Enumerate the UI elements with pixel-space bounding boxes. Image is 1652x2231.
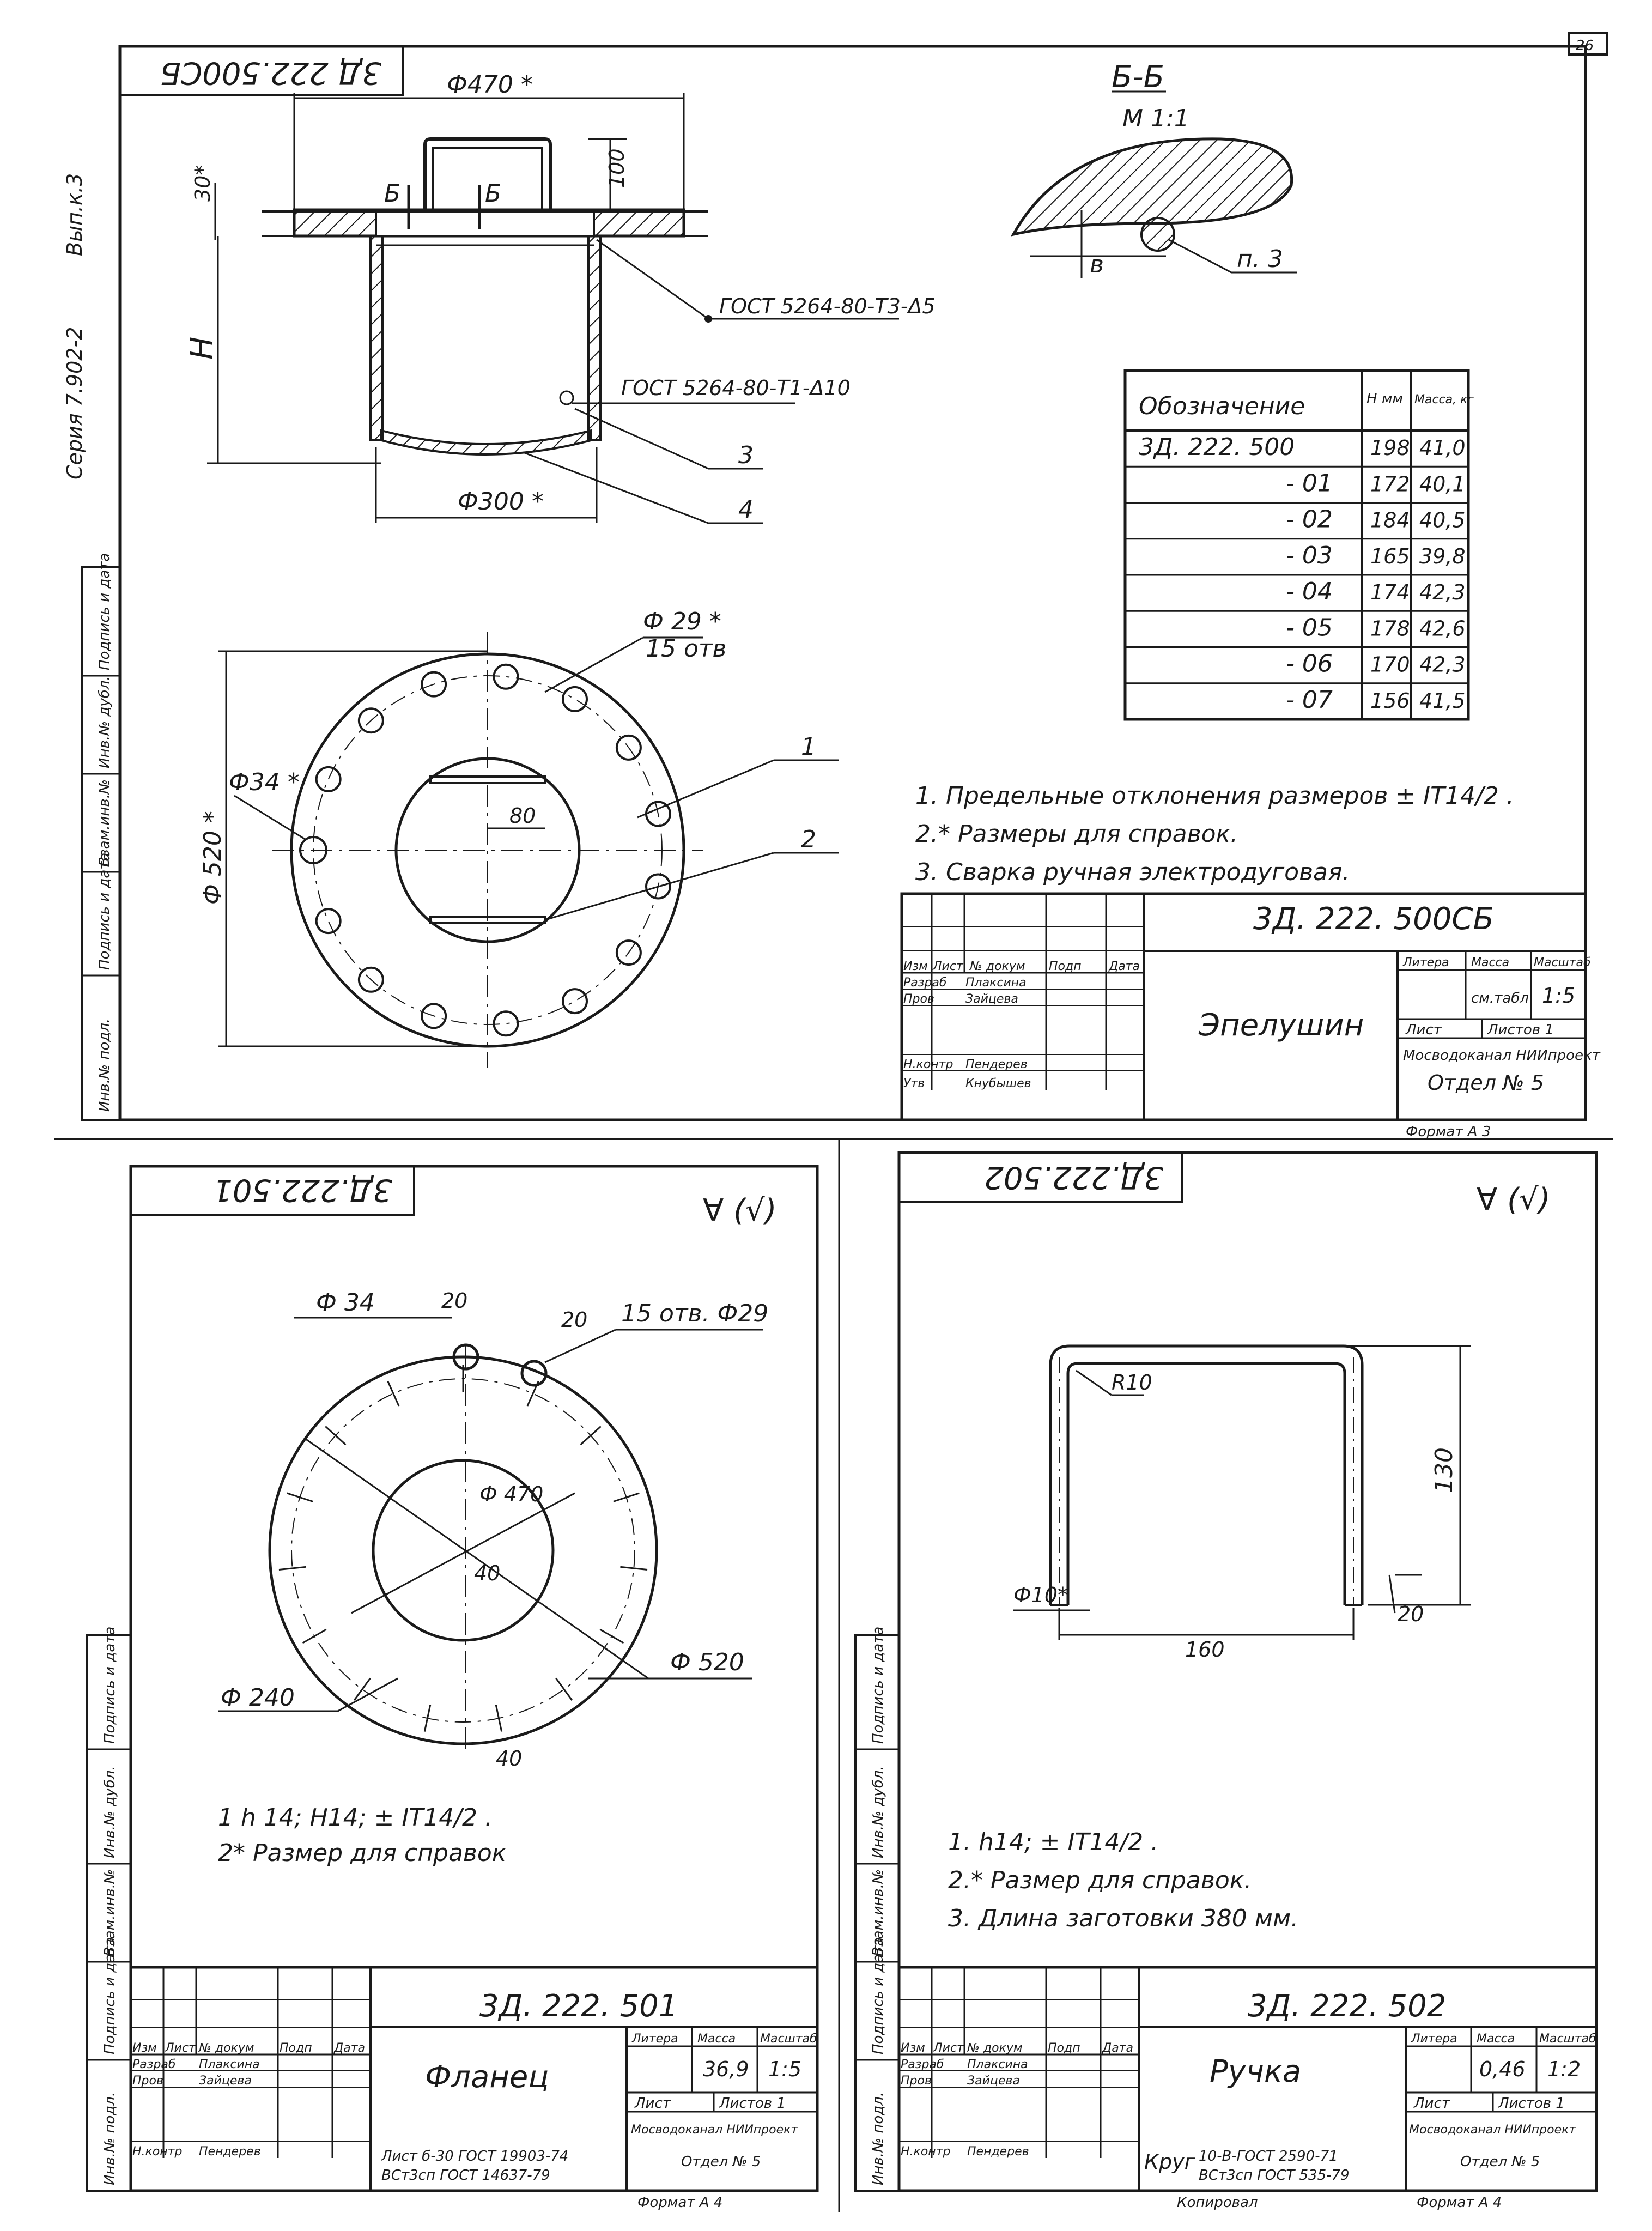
svg-text:Подпись и дата: Подпись и дата [870,1626,886,1744]
flange-note-2: 2* Размер для справок [218,1839,507,1867]
svg-text:Масштаб: Масштаб [1534,956,1591,969]
svg-text:Масса: Масса [697,2032,736,2046]
section-mark-left: Б [384,180,401,208]
svg-text:Подп: Подп [280,2041,312,2055]
svg-text:Масса: Масса [1471,956,1510,969]
hole-center-tick [287,1493,313,1501]
flange-tb-code: 3Д. 222. 501 [479,1988,678,2024]
svg-text:Пендерев: Пендерев [967,2145,1029,2159]
assembly-code-rotated: 3Д 222.500СБ [160,55,381,90]
dim-d470: Ф470 * [447,71,533,99]
variants-table [1125,371,1474,719]
svg-text:Пров: Пров [901,2074,932,2088]
flange-dim-40a: 40 [474,1561,501,1585]
svg-text:Зайцева: Зайцева [965,992,1018,1006]
svg-text:Лист: Лист [1406,1022,1442,1038]
handle-tb-material-1: 10-В-ГОСТ 2590-71 [1199,2148,1338,2165]
svg-text:Плаксина: Плаксина [965,976,1027,990]
svg-text:Взам.инв.№: Взам.инв.№ [96,779,113,866]
svg-text:Подп: Подп [1049,960,1082,973]
svg-text:Листов 1: Листов 1 [1498,2095,1565,2112]
svg-text:Подпись и дата: Подпись и дата [102,1937,118,2054]
svg-text:Зайцева: Зайцева [199,2074,252,2088]
table-cell: - 04 [1286,578,1333,605]
handle-inner-contour [1068,1363,1345,1605]
table-cell: - 02 [1286,505,1333,534]
bolt-hole [317,767,341,791]
svg-text:Лист: Лист [933,960,963,973]
svg-text:Пендерев: Пендерев [965,1058,1028,1071]
section-scale: М 1:1 [1122,105,1189,132]
leader-4: 4 [738,496,754,524]
handle-sheet [855,1153,1596,2211]
table-cell: 41,5 [1419,688,1466,713]
bolt-hole [494,1011,518,1035]
svg-text:Н.контр: Н.контр [901,2145,951,2159]
svg-text:Инв.№ подл.: Инв.№ подл. [102,2091,118,2185]
leader-1: 1 [801,733,816,761]
handle-code-rotated: 3Д.222.502 [984,1160,1163,1195]
bolt-hole [317,909,341,933]
svg-text:№ докум: № докум [199,2041,254,2055]
flange-dim-d34: Ф 34 [316,1289,375,1317]
handle-dim-160: 160 [1185,1638,1225,1662]
handle-dim-d10: Ф10* [1013,1583,1068,1607]
svg-text:Н.контр: Н.контр [903,1058,953,1071]
table-cell: 42,6 [1419,616,1466,641]
handle-dim-R10: R10 [1112,1371,1152,1395]
hole-center-tick [556,1678,572,1700]
svg-text:Инв.№ подл.: Инв.№ подл. [96,1018,113,1112]
flange-title-block [131,1967,817,2211]
svg-text:Литера: Литера [632,2032,678,2046]
table-cell: 172 [1370,472,1410,496]
svg-text:Листов 1: Листов 1 [719,2095,786,2112]
hole-center-tick [388,1381,399,1406]
table-cell: 3Д. 222. 500 [1139,433,1295,461]
table-cell: - 07 [1286,686,1333,714]
assembly-note-3: 3. Сварка ручная электродуговая. [915,858,1350,886]
handle-surface-mark: ∀ (√) [1477,1182,1551,1217]
svg-text:Подпись и дата: Подпись и дата [870,1937,886,2054]
assembly-tb-code: 3Д. 222. 500СБ [1253,901,1494,937]
table-cell: 156 [1370,688,1410,713]
margin-issue: Вып.к.3 [63,173,87,256]
assembly-title-block [902,894,1601,1140]
svg-text:№ докум: № докум [967,2041,1023,2055]
table-cell: 42,3 [1419,580,1466,604]
hole-center-tick [600,1629,623,1643]
table-header-mass: Масса, кг [1414,393,1474,407]
svg-text:Н.контр: Н.контр [132,2145,183,2159]
table-cell: - 03 [1286,541,1333,569]
assembly-plan-view [199,608,839,1068]
hole-center-tick [620,1567,647,1569]
handle-tb-material-0: Круг [1144,2150,1195,2174]
handle-tb-format: Формат А 4 [1417,2194,1502,2211]
svg-text:Разраб: Разраб [903,976,947,990]
table-cell: 174 [1370,580,1410,604]
svg-text:Масштаб: Масштаб [1539,2032,1596,2046]
leader-2: 2 [801,826,816,853]
table-cell: - 06 [1286,650,1333,678]
handle-dim-20: 20 [1398,1602,1424,1626]
handle-note-3: 3. Длина заготовки 380 мм. [948,1905,1299,1932]
flange-dim-20b: 20 [561,1308,588,1332]
dim-d34: Ф34 * [229,768,300,796]
assembly-note-2: 2.* Размеры для справок. [915,820,1238,848]
hole-center-tick [279,1567,306,1569]
handle-note-2: 2.* Размер для справок. [948,1866,1252,1894]
svg-text:Лист: Лист [635,2095,671,2112]
table-cell: - 05 [1286,614,1333,642]
handle-tb-dept: Отдел № 5 [1460,2154,1540,2170]
page-number: 26 [1576,38,1594,54]
svg-text:Дата: Дата [334,2041,365,2055]
flange-tb-mass: 36,9 [703,2057,749,2081]
svg-text:Лист: Лист [933,2041,964,2055]
dim-30: 30* [191,165,215,202]
svg-text:Изм: Изм [132,2041,157,2055]
weld-bottom: ГОСТ 5264-80-Т1-Δ10 [621,376,851,400]
svg-text:Плаксина: Плаксина [967,2058,1028,2071]
margin-series: Серия 7.902-2 [63,326,87,480]
svg-text:Инв.№ дубл.: Инв.№ дубл. [96,676,113,768]
assembly-tb-org: Мосводоканал НИИпроект [1403,1047,1600,1064]
table-cell: 41,0 [1419,436,1466,460]
flange-dim-20a: 20 [441,1289,468,1313]
assembly-side-stamp [82,553,120,1120]
svg-text:Изм: Изм [901,2041,925,2055]
page-number-box [1569,33,1607,54]
section-mark-right: Б [485,180,502,208]
dim-d29: Ф 29 * [643,608,721,635]
svg-text:Подпись и дата: Подпись и дата [96,852,113,970]
svg-text:Подпись и дата: Подпись и дата [96,553,113,670]
handle-side-stamp [855,1627,899,2191]
svg-text:Пров: Пров [132,2074,163,2088]
svg-text:Инв.№ подл.: Инв.№ подл. [870,2091,886,2185]
assembly-note-1: 1. Предельные отклонения размеров ± IT14/2 . [915,782,1514,810]
hole-center-tick [581,1426,601,1444]
flange-surface-mark: ∀ (√) [703,1193,777,1228]
table-cell: 40,5 [1419,508,1466,532]
flange-side-stamp [87,1627,131,2191]
section-b: в [1090,251,1104,278]
flange-tb-scale: 1:5 [768,2057,802,2081]
table-cell: 40,1 [1419,472,1466,496]
dim-d300: Ф300 * [458,488,544,516]
svg-text:Пендерев: Пендерев [199,2145,261,2159]
svg-text:Лист: Лист [1414,2095,1450,2112]
table-cell: 42,3 [1419,652,1466,677]
dim-15holes: 15 отв [646,635,727,663]
table-cell: 165 [1370,544,1410,568]
svg-text:Инв.№ дубл.: Инв.№ дубл. [870,1766,886,1858]
flange-dim-d240: Ф 240 [221,1684,295,1712]
table-header-designation: Обозначение [1139,392,1305,420]
svg-text:№ докум: № докум [970,960,1025,973]
svg-text:Дата: Дата [1102,2041,1133,2055]
svg-text:Масштаб: Масштаб [760,2032,817,2046]
hole-center-tick [303,1629,326,1643]
table-cell: 170 [1370,652,1410,677]
handle-tb-copied: Копировал [1177,2194,1258,2211]
svg-text:Дата: Дата [1109,960,1140,973]
flange-dim-d520: Ф 520 [670,1648,744,1676]
handle-tb-code: 3Д. 222. 502 [1248,1988,1447,2024]
assembly-notes [915,782,1514,886]
svg-text:Плаксина: Плаксина [199,2058,260,2071]
svg-text:Зайцева: Зайцева [967,2074,1020,2088]
flange-tb-name: Фланец [425,2059,549,2095]
svg-text:Листов 1: Листов 1 [1487,1022,1554,1038]
svg-text:Масса: Масса [1477,2032,1515,2046]
dim-H: H [185,336,220,360]
flange-code-rotated: 3Д.222.501 [213,1172,392,1208]
flange-tb-org: Мосводоканал НИИпроект [631,2123,798,2137]
svg-text:Подпись и дата: Подпись и дата [102,1626,118,1744]
section-title: Б-Б [1112,59,1165,95]
table-cell: 39,8 [1419,544,1466,568]
bolt-hole [563,989,587,1013]
bolt-hole [494,665,518,689]
flange-tb-material-1: Лист б-30 ГОСТ 19903-74 [381,2148,569,2165]
table-cell: 198 [1370,436,1410,460]
assembly-sheet [63,46,1601,1140]
weld-top: ГОСТ 5264-80-Т3-Δ5 [719,294,936,318]
flange-tb-format: Формат А 4 [637,2194,723,2211]
flange-note-1: 1 h 14; H14; ± IT14/2 . [218,1804,493,1832]
assembly-front-view [185,71,936,524]
svg-text:Инв.№ дубл.: Инв.№ дубл. [102,1766,118,1858]
assembly-tb-name: Эпелушин [1199,1008,1364,1043]
flange-sheet [87,1166,817,2211]
leader-3: 3 [738,441,754,469]
table-cell: - 01 [1286,469,1333,498]
assembly-frame [120,46,1586,1120]
svg-text:Лист: Лист [165,2041,196,2055]
bolt-hole [563,687,587,711]
handle-tb-scale: 1:2 [1547,2057,1581,2081]
dim-80: 80 [509,804,536,828]
section-view [1013,59,1297,278]
svg-text:Разраб: Разраб [132,2058,176,2071]
svg-text:Разраб: Разраб [901,2058,944,2071]
assembly-tb-dept: Отдел № 5 [1428,1071,1544,1095]
handle-title-block [899,1967,1596,2211]
assembly-tb-format: Формат А 3 [1406,1124,1491,1140]
handle-note-1: 1. h14; ± IT14/2 . [948,1828,1159,1856]
table-header-h: H мм [1366,391,1404,407]
section-p3: п. 3 [1237,245,1283,273]
svg-text:Подп: Подп [1048,2041,1080,2055]
svg-text:Литера: Литера [1411,2032,1457,2046]
svg-text:Утв: Утв [903,1077,925,1090]
dim-100: 100 [605,148,629,188]
svg-text:Пров: Пров [903,992,934,1006]
handle-dim-130: 130 [1430,1447,1458,1493]
svg-text:Взам.инв.№: Взам.инв.№ [102,1869,118,1956]
svg-text:Литера: Литера [1403,956,1449,969]
svg-text:Кнубышев: Кнубышев [965,1077,1031,1090]
handle-tb-mass: 0,46 [1479,2057,1526,2081]
hole-center-tick [614,1493,640,1501]
table-cell: 178 [1370,616,1410,641]
hole-center-tick [325,1426,345,1444]
flange-tb-dept: Отдел № 5 [681,2154,761,2170]
flange-dim-d470: Ф 470 [479,1482,544,1506]
assembly-tb-mass: см.табл [1471,990,1529,1007]
flange-dim-40b: 40 [496,1747,523,1771]
svg-text:Изм: Изм [903,960,928,973]
table-cell: 184 [1370,508,1410,532]
flange-tb-material-2: ВСт3сп ГОСТ 14637-79 [381,2167,550,2184]
assembly-tb-scale: 1:5 [1542,984,1576,1008]
handle-tb-material-2: ВСт3сп ГОСТ 535-79 [1199,2167,1350,2184]
flange-dim-15holes: 15 отв. Ф29 [621,1300,769,1327]
handle-tb-org: Мосводоканал НИИпроект [1409,2123,1576,2137]
svg-text:Взам.инв.№: Взам.инв.№ [870,1869,886,1956]
dim-d520: Ф 520 * [199,811,227,905]
handle-tb-name: Ручка [1210,2054,1302,2089]
